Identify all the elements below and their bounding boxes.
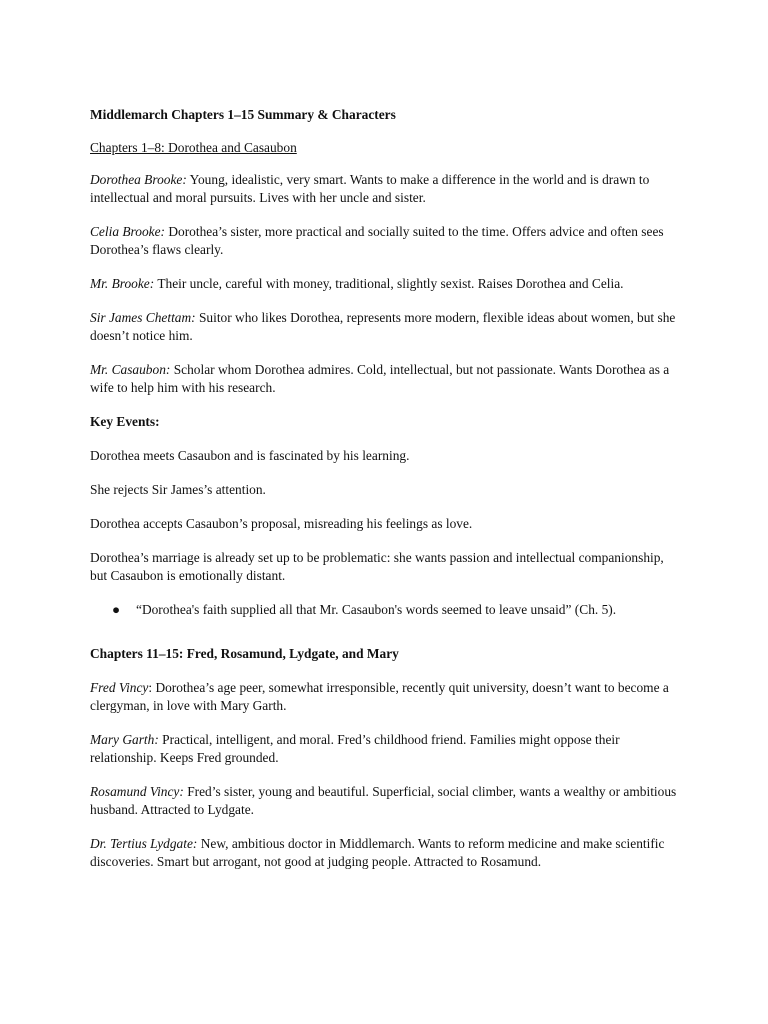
character-entry-fred [90, 679, 680, 715]
character-description: Scholar whom Dorothea admires. Cold, intellectual, but not passionate. Wants Dorothea as a wife to help him with his research. [90, 362, 670, 395]
event-item: She rejects Sir James’s attention. [90, 482, 266, 497]
character-description: Young, idealistic, very smart. Wants to make a difference in the world and is drawn to intellectual and moral pursuits. Lives with her uncle and sister. [90, 172, 650, 205]
document-title: Middlemarch Chapters 1–15 Summary & Characters [90, 107, 396, 122]
character-description: New, ambitious doctor in Middlemarch. Wants to reform medicine and make scientific discoveries. Smart but arrogant, not good at judging people. Attracted to Rosamund. [90, 836, 665, 869]
character-entry-rosamund [90, 783, 680, 819]
character-description: : Dorothea’s age peer, somewhat irresponsible, recently quit university, doesn’t want to become a clergyman, in love with Mary Garth. [90, 680, 669, 713]
character-entry-mr-brooke [90, 275, 680, 293]
character-name: Sir James Chettam: [90, 310, 196, 325]
event-item: Dorothea meets Casaubon and is fascinated by his learning. [90, 448, 410, 463]
section-heading-chapters-11-15: Chapters 11–15: Fred, Rosamund, Lydgate, and Mary [90, 646, 399, 661]
character-name: Mary Garth: [90, 732, 159, 747]
character-entry-casaubon [90, 361, 680, 397]
character-name: Mr. Brooke: [90, 276, 155, 291]
key-events-heading: Key Events: [90, 414, 160, 429]
character-description: Suitor who likes Dorothea, represents more modern, flexible ideas about women, but she doesn’t notice him. [90, 310, 676, 343]
character-entry-celia [90, 223, 680, 259]
character-description: Their uncle, careful with money, traditional, slightly sexist. Raises Dorothea and Celia. [154, 276, 624, 291]
character-entry-lydgate [90, 835, 680, 871]
section-heading-chapters-1-8: Chapters 1–8: Dorothea and Casaubon [90, 140, 297, 155]
character-entry-sir-james [90, 309, 680, 345]
event-item: Dorothea’s marriage is already set up to be problematic: she wants passion and intellectual companionship, but Casaubon is emotionally distant. [90, 550, 664, 583]
character-name: Rosamund Vincy: [90, 784, 184, 799]
character-name: Mr. Casaubon: [90, 362, 171, 377]
character-name: Fred Vincy [90, 680, 149, 695]
quote-item [90, 601, 680, 619]
bullet-icon: ● [112, 602, 121, 617]
character-name: Dorothea Brooke: [90, 172, 187, 187]
quote-text: “Dorothea's faith supplied all that Mr. Casaubon's words seemed to leave unsaid” (Ch. 5). [136, 602, 617, 617]
character-description: Dorothea’s sister, more practical and socially suited to the time. Offers advice and often sees Dorothea’s flaws clearly. [90, 224, 664, 257]
character-description: Practical, intelligent, and moral. Fred’s childhood friend. Families might oppose their relationship. Keeps Fred grounded. [90, 732, 620, 765]
character-name: Dr. Tertius Lydgate: [90, 836, 198, 851]
character-description: Fred’s sister, young and beautiful. Superficial, social climber, wants a wealthy or ambitious husband. Attracted to Lydgate. [90, 784, 677, 817]
quote-list [90, 601, 680, 619]
character-name: Celia Brooke: [90, 224, 165, 239]
character-entry-dorothea [90, 171, 680, 207]
event-item: Dorothea accepts Casaubon’s proposal, misreading his feelings as love. [90, 516, 473, 531]
character-entry-mary [90, 731, 680, 767]
